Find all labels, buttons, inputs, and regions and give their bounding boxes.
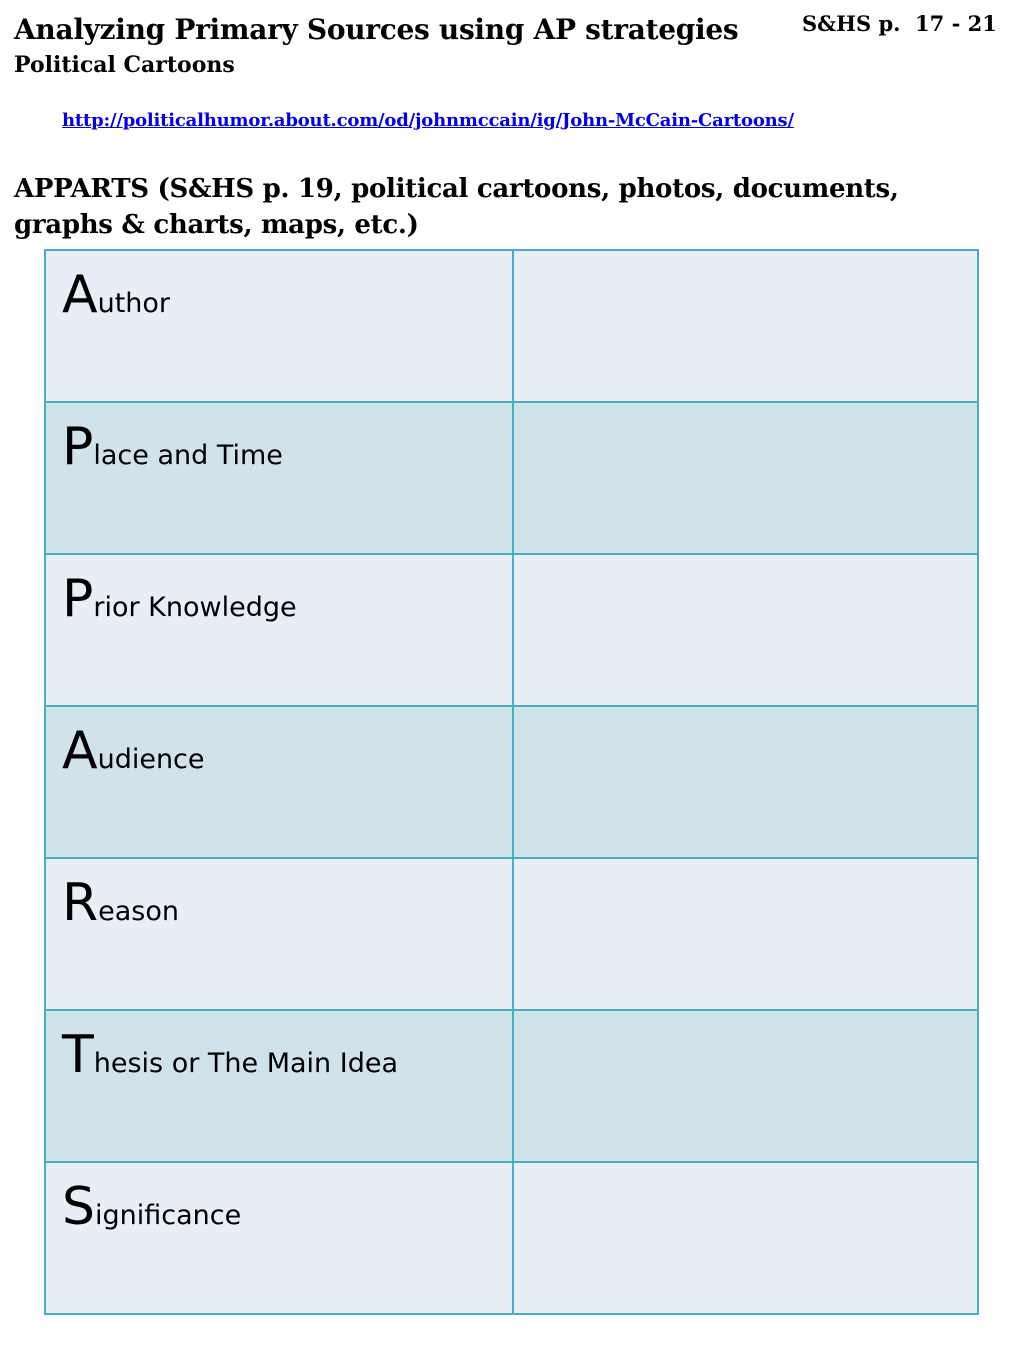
term-audience [46,707,512,788]
term-prior-knowledge [46,555,512,636]
label-cell [45,402,513,554]
table-row-author [45,250,978,402]
term-rest: udience [97,744,205,775]
table-row-reason [45,858,978,1010]
table-row-thesis [45,1010,978,1162]
term-rest: eason [98,896,179,927]
term-significance [46,1163,512,1244]
label-cell [45,250,513,402]
answer-cell-reason[interactable] [513,858,978,1010]
label-cell [45,1162,513,1314]
term-place-and-time [46,403,512,484]
term-initial: P [62,569,94,629]
term-rest: lace and Time [93,440,283,471]
table-row-audience [45,706,978,858]
section-heading: APPARTS (S&HS p. 19, political cartoons, photos, documents, graphs & charts, maps, etc.) [14,174,899,240]
answer-cell-author[interactable] [513,250,978,402]
term-initial: R [62,873,99,933]
answer-cell-significance[interactable] [513,1162,978,1314]
label-cell [45,554,513,706]
answer-cell-audience[interactable] [513,706,978,858]
table-row-place-and-time [45,402,978,554]
term-rest: hesis or The Main Idea [93,1048,399,1079]
page-reference: S&HS p. 17 - 21 [802,11,997,36]
term-initial: T [62,1025,94,1085]
table-row-prior-knowledge [45,554,978,706]
term-rest: ignificance [95,1200,242,1231]
term-author [46,251,512,332]
answer-cell-place-and-time[interactable] [513,402,978,554]
term-rest: uthor [97,288,171,319]
page-subtitle: Political Cartoons [14,52,235,78]
term-reason [46,859,512,940]
cartoons-link[interactable]: http://politicalhumor.about.com/od/johnmccain/ig/John-McCain-Cartoons/ [62,110,794,131]
term-initial: S [62,1177,96,1237]
label-cell [45,1010,513,1162]
label-cell [45,858,513,1010]
term-initial: P [62,417,94,477]
term-initial: A [62,265,98,325]
answer-cell-prior-knowledge[interactable] [513,554,978,706]
term-rest: rior Knowledge [93,592,297,623]
table-row-significance [45,1162,978,1314]
answer-cell-thesis[interactable] [513,1010,978,1162]
term-thesis [46,1011,512,1092]
label-cell [45,706,513,858]
apparts-table [44,249,979,1315]
page-title: Analyzing Primary Sources using AP strategies [14,13,739,46]
term-initial: A [62,721,98,781]
